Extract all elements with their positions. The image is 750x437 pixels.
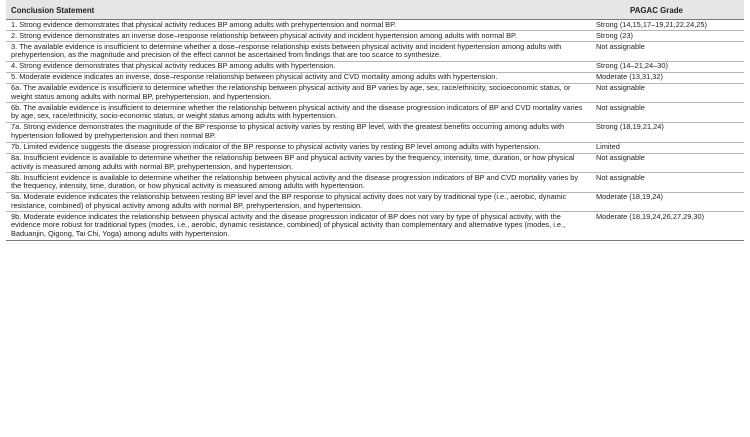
statement-number: 5. xyxy=(11,72,18,82)
conclusion-statement-cell xyxy=(6,83,594,103)
pagac-grade-header: PAGAC Grade xyxy=(594,0,744,20)
pagac-grade-cell: Not assignable xyxy=(594,153,744,173)
pagac-grade-cell: Not assignable xyxy=(594,83,744,103)
statement-number: 4. xyxy=(11,61,18,71)
statement-number: 6b. xyxy=(11,102,22,112)
table-row xyxy=(6,103,744,123)
pagac-grade-cell: Limited xyxy=(594,142,744,153)
statement-number: 7b. xyxy=(11,142,22,152)
pagac-grade-cell: Strong (14–21,24–30) xyxy=(594,61,744,72)
table-row xyxy=(6,192,744,212)
table-row xyxy=(6,122,744,142)
table-row xyxy=(6,72,744,83)
conclusion-table xyxy=(6,0,744,241)
pagac-grade-cell: Moderate (18,19,24,26,27,29,30) xyxy=(594,212,744,240)
statement-text: Limited evidence suggests the disease progression indicator of the BP response to physical activity varies by resting BP level among adults with hypertension. xyxy=(23,142,541,152)
statement-number: 3. xyxy=(11,41,18,51)
statement-number: 8b. xyxy=(11,172,22,182)
table-row xyxy=(6,20,744,31)
pagac-grade-cell: Strong (14,15,17–19,21,22,24,25) xyxy=(596,19,707,29)
conclusion-statement-cell xyxy=(6,31,594,42)
conclusion-statement-cell xyxy=(6,72,594,83)
conclusion-statement-cell xyxy=(6,42,594,62)
pagac-grade-cell: Not assignable xyxy=(594,103,744,123)
statement-text: Strong evidence demonstrates that physical activity reduces BP among adults with prehypertension and normal BP. xyxy=(19,19,397,29)
conclusion-statement-cell xyxy=(6,142,594,153)
table-row xyxy=(6,173,744,193)
statement-number: 9a. xyxy=(11,192,22,202)
table-row xyxy=(6,31,744,42)
pagac-grade-cell: Moderate (18,19,24) xyxy=(594,192,744,212)
table-row xyxy=(6,61,744,72)
statement-text: Insufficient evidence is available to determine whether the relationship between physical activity and the disease progression indicators of BP and CVD mortality varies by the frequency, intensity, time, duration, or how physical activity is measured among adults with hypertension. xyxy=(11,172,579,191)
conclusion-statement-cell xyxy=(6,173,594,193)
table-body xyxy=(6,20,744,241)
pagac-grade-cell: Moderate (13,31,32) xyxy=(594,72,744,83)
table-row xyxy=(6,83,744,103)
table-row xyxy=(6,212,744,240)
conclusion-statement-cell xyxy=(6,103,594,123)
statement-text: Moderate evidence indicates an inverse, dose–response relationship between physical activity and CVD mortality among adults with hypertension. xyxy=(19,72,498,82)
statement-number: 9b. xyxy=(11,211,22,221)
statement-text: Strong evidence demonstrates that physical activity reduces BP among adults with hypertension. xyxy=(19,61,336,71)
statement-text: The available evidence is insufficient to determine whether the relationship between physical activity and the disease progression indicators of BP and CVD mortality varies by age, sex, race/ethnicity, socio-economic status, or weight status among adults with hypertension. xyxy=(11,102,583,121)
pagac-grade-cell: Strong (18,19,21,24) xyxy=(594,122,744,142)
statement-text: The available evidence is insufficient to determine whether a dose–response relationship exists between physical activity and incident hypertension among adults with prehypertension, as the magnitude and precision of the effect cannot be ascertained from findings that are too scarce to synthesize. xyxy=(11,41,562,60)
conclusion-statement-cell xyxy=(6,61,594,72)
table-header-row xyxy=(6,0,744,20)
statement-text: Moderate evidence indicates the relationship between resting BP level and the BP response to physical activity does not vary by traditional type (i.e., aerobic, dynamic resistance, combined) of physical activity among adults with normal BP, prehypertension, and hypertension. xyxy=(11,192,567,210)
conclusion-statement-cell xyxy=(6,20,594,31)
conclusion-statement-cell xyxy=(6,212,594,240)
statement-text: Moderate evidence indicates the relationship between physical activity and the disease progression indicator of BP does not vary by type of physical activity, with the evidence more robust for traditional types (modes, i.e., aerobic, dynamic resistance, combined) of physical activity than complementary and alternative types (modes, i.e., Baduanjin, Qigong, Tai Chi, Yoga) among adults with hypertension. xyxy=(11,211,566,238)
statement-number: 2. xyxy=(11,30,18,40)
pagac-grade-cell: Not assignable xyxy=(594,42,744,62)
statement-text: The available evidence is insufficient to determine whether the relationship between physical activity and BP varies by age, sex, race/ethnicity, socioeconomic status, or weight status among adults with normal BP, prehypertension, and hypertension. xyxy=(11,83,571,101)
conclusion-statement-header: Conclusion Statement xyxy=(6,0,594,20)
statement-text: Strong evidence demonstrates the magnitude of the BP response to physical activity varies by resting BP level, with the greatest benefits occurring among adults with hypertension followed by prehypertension and then normal BP. xyxy=(11,122,565,141)
table-row xyxy=(6,153,744,173)
conclusion-statement-cell xyxy=(6,153,594,173)
pagac-grade-cell: Strong (23) xyxy=(594,31,744,42)
table-row xyxy=(6,42,744,62)
statement-number: 6a. xyxy=(11,83,22,93)
statement-text: Strong evidence demonstrates an inverse dose–response relationship between physical activity and incident hypertension among adults with normal BP. xyxy=(19,30,518,40)
statement-number: 1. xyxy=(11,19,18,29)
table-row xyxy=(6,142,744,153)
conclusion-statement-cell xyxy=(6,122,594,142)
conclusion-statement-cell xyxy=(6,192,594,212)
pagac-grade-cell: Not assignable xyxy=(594,173,744,193)
statement-number: 7a. xyxy=(11,122,22,132)
statement-number: 8a. xyxy=(11,153,22,163)
statement-text: Insufficient evidence is available to determine whether the relationship between BP and physical activity varies by the frequency, intensity, time, duration, or how physical activity is measured among adults with normal BP, prehypertension, and hypertension. xyxy=(11,153,575,171)
